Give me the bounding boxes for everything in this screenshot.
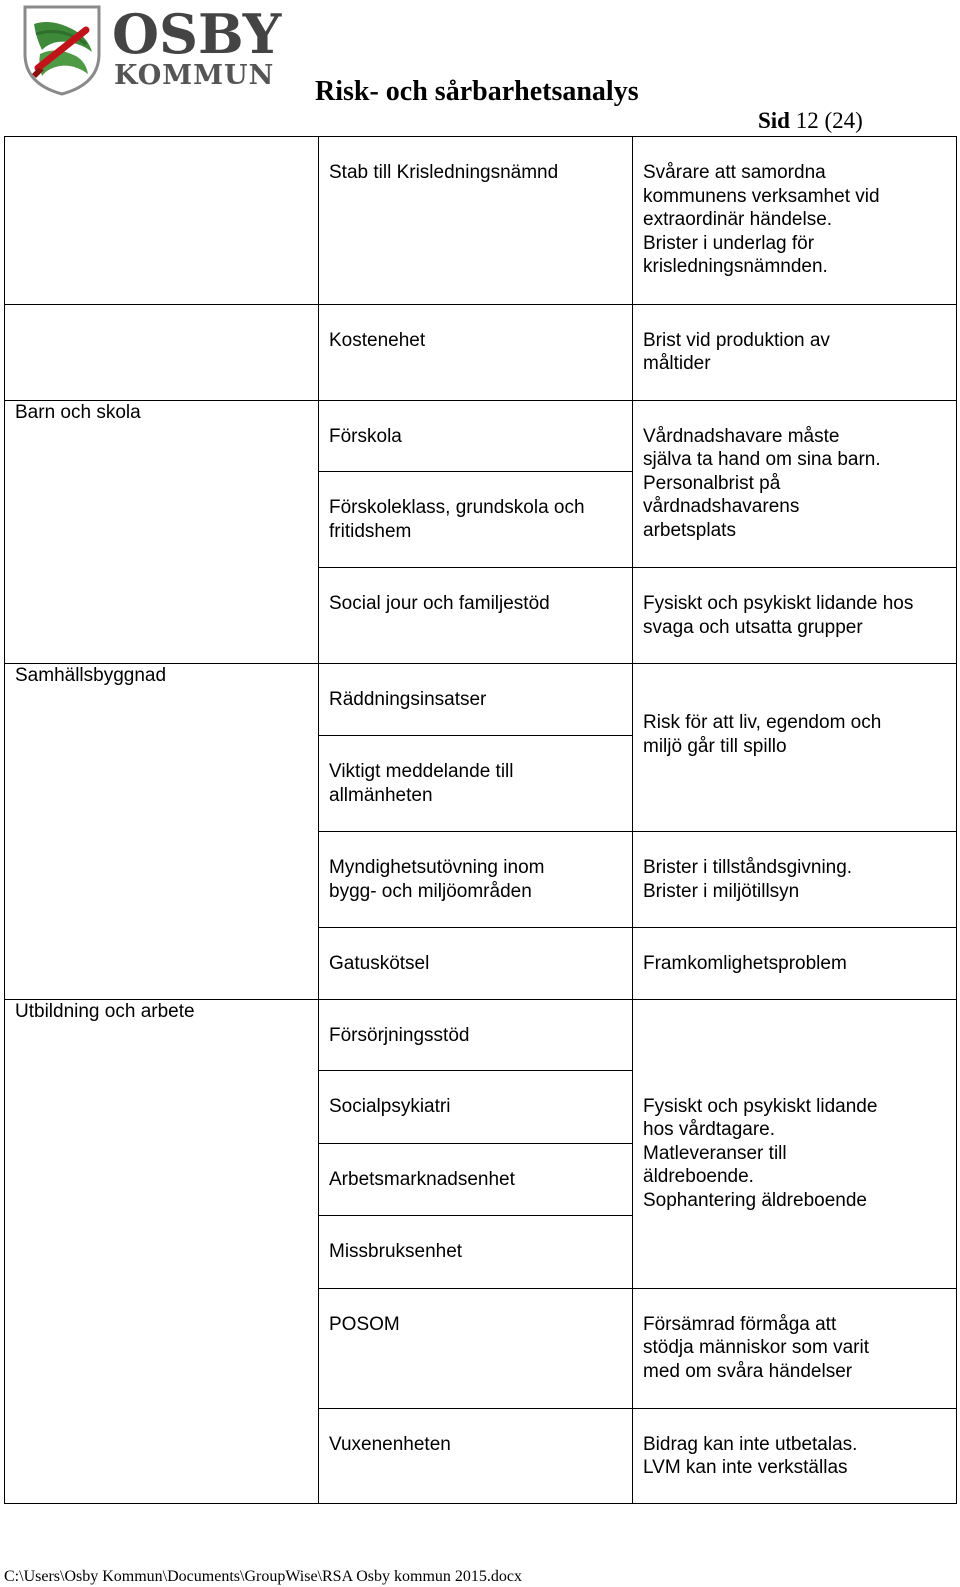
document-title: Risk- och sårbarhetsanalys	[315, 76, 639, 107]
consequence-cell: Framkomlighetsproblem	[633, 928, 957, 1000]
table-row	[5, 304, 957, 400]
osby-kommun-logo	[22, 2, 282, 100]
consequence-cell: Vårdnadshavare måste själva ta hand om sina barn. Personalbrist på vårdnadshavarens arbetsplats	[633, 400, 957, 568]
risk-table	[4, 136, 957, 1504]
consequence-cell: Fysiskt och psykiskt lidande hos svaga och utsatta grupper	[633, 568, 957, 664]
unit-cell: Gatuskötsel	[319, 928, 633, 1000]
area-cell: Barn och skola	[5, 400, 319, 664]
consequence-cell: Bidrag kan inte utbetalas. LVM kan inte verkställas	[633, 1408, 957, 1503]
logo-subtitle: KOMMUN	[114, 60, 275, 91]
page-number	[758, 108, 863, 134]
file-path-footer: C:\Users\Osby Kommun\Documents\GroupWise\RSA Osby kommun 2015.docx	[4, 1568, 523, 1585]
table-row	[5, 400, 957, 472]
consequence-cell: Försämrad förmåga att stödja människor som varit med om svåra händelser	[633, 1288, 957, 1408]
logo-wordmark: OSBY	[112, 2, 282, 66]
consequence-cell: Svårare att samordna kommunens verksamhet vid extraordinär händelse. Brister i underlag för krisledningsnämnden.	[633, 137, 957, 305]
page-number-value: 12 (24)	[795, 108, 863, 133]
unit-cell: Social jour och familjestöd	[319, 568, 633, 664]
consequence-cell: Risk för att liv, egendom och miljö går till spillo	[633, 664, 957, 832]
unit-cell: Förskola	[319, 400, 633, 472]
unit-cell: Kostenehet	[319, 304, 633, 400]
unit-cell: Vuxenenheten	[319, 1408, 633, 1503]
consequence-cell: Brist vid produktion av måltider	[633, 304, 957, 400]
area-cell: Utbildning och arbete	[5, 999, 319, 1503]
unit-cell: Viktigt meddelande till allmänheten	[319, 736, 633, 832]
area-cell	[5, 137, 319, 305]
coat-of-arms-icon	[22, 4, 102, 96]
unit-cell: Stab till Krisledningsnämnd	[319, 137, 633, 305]
consequence-cell: Brister i tillståndsgivning. Brister i miljötillsyn	[633, 832, 957, 928]
unit-cell: Arbetsmarknadsenhet	[319, 1144, 633, 1216]
unit-cell: Myndighetsutövning inom bygg- och miljöområden	[319, 832, 633, 928]
consequence-cell: Fysiskt och psykiskt lidande hos vårdtagare. Matleveranser till äldreboende. Sophantering äldreboende	[633, 999, 957, 1288]
unit-cell: POSOM	[319, 1288, 633, 1408]
page-label: Sid	[758, 108, 790, 133]
area-cell	[5, 304, 319, 400]
table-row	[5, 664, 957, 736]
unit-cell: Förskoleklass, grundskola och fritidshem	[319, 472, 633, 568]
area-cell: Samhällsbyggnad	[5, 664, 319, 999]
unit-cell: Socialpsykiatri	[319, 1071, 633, 1144]
table-row	[5, 137, 957, 305]
table-row	[5, 999, 957, 1071]
unit-cell: Räddningsinsatser	[319, 664, 633, 736]
unit-cell: Försörjningsstöd	[319, 999, 633, 1071]
unit-cell: Missbruksenhet	[319, 1215, 633, 1288]
